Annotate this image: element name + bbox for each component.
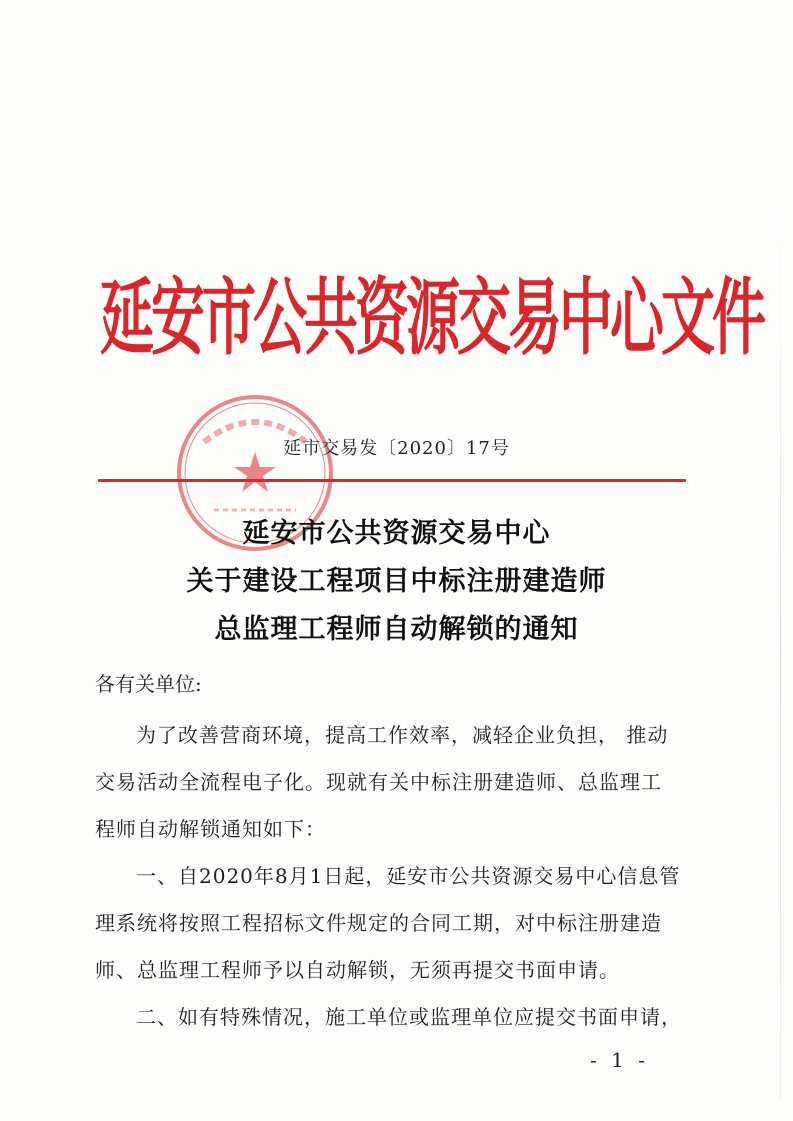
body-line: 程师自动解锁通知如下： <box>95 817 326 841</box>
body-line: 二、如有特殊情况，施工单位或监理单位应提交书面申请， <box>136 1005 682 1029</box>
body-line: 理系统将按照工程招标文件规定的合同工期，对中标注册建造 <box>95 911 662 935</box>
salutation: 各有关单位: <box>95 672 202 696</box>
notice-title-line-2: 关于建设工程项目中标注册建造师 <box>186 566 607 597</box>
scan-edge-shadow <box>780 200 781 1100</box>
notice-title-line-1: 延安市公共资源交易中心 <box>242 518 551 549</box>
body-line: 为了改善营商环境，提高工作效率，减轻企业负担， 推动 <box>136 723 669 747</box>
page-number: - 1 - <box>590 1048 649 1072</box>
masthead-title: 延安市公共资源交易中心文件 <box>100 267 763 367</box>
document-number: 延市交易发〔2020〕17号 <box>283 438 510 459</box>
red-separator-rule <box>98 479 686 482</box>
notice-title-line-3: 总监理工程师自动解锁的通知 <box>214 614 579 645</box>
body-line: 师、总监理工程师予以自动解锁，无须再提交书面申请。 <box>95 958 620 982</box>
body-line: 交易活动全流程电子化。现就有关中标注册建造师、总监理工 <box>95 770 662 794</box>
body-line: 一、自2020年8月1日起，延安市公共资源交易中心信息管 <box>136 864 681 888</box>
